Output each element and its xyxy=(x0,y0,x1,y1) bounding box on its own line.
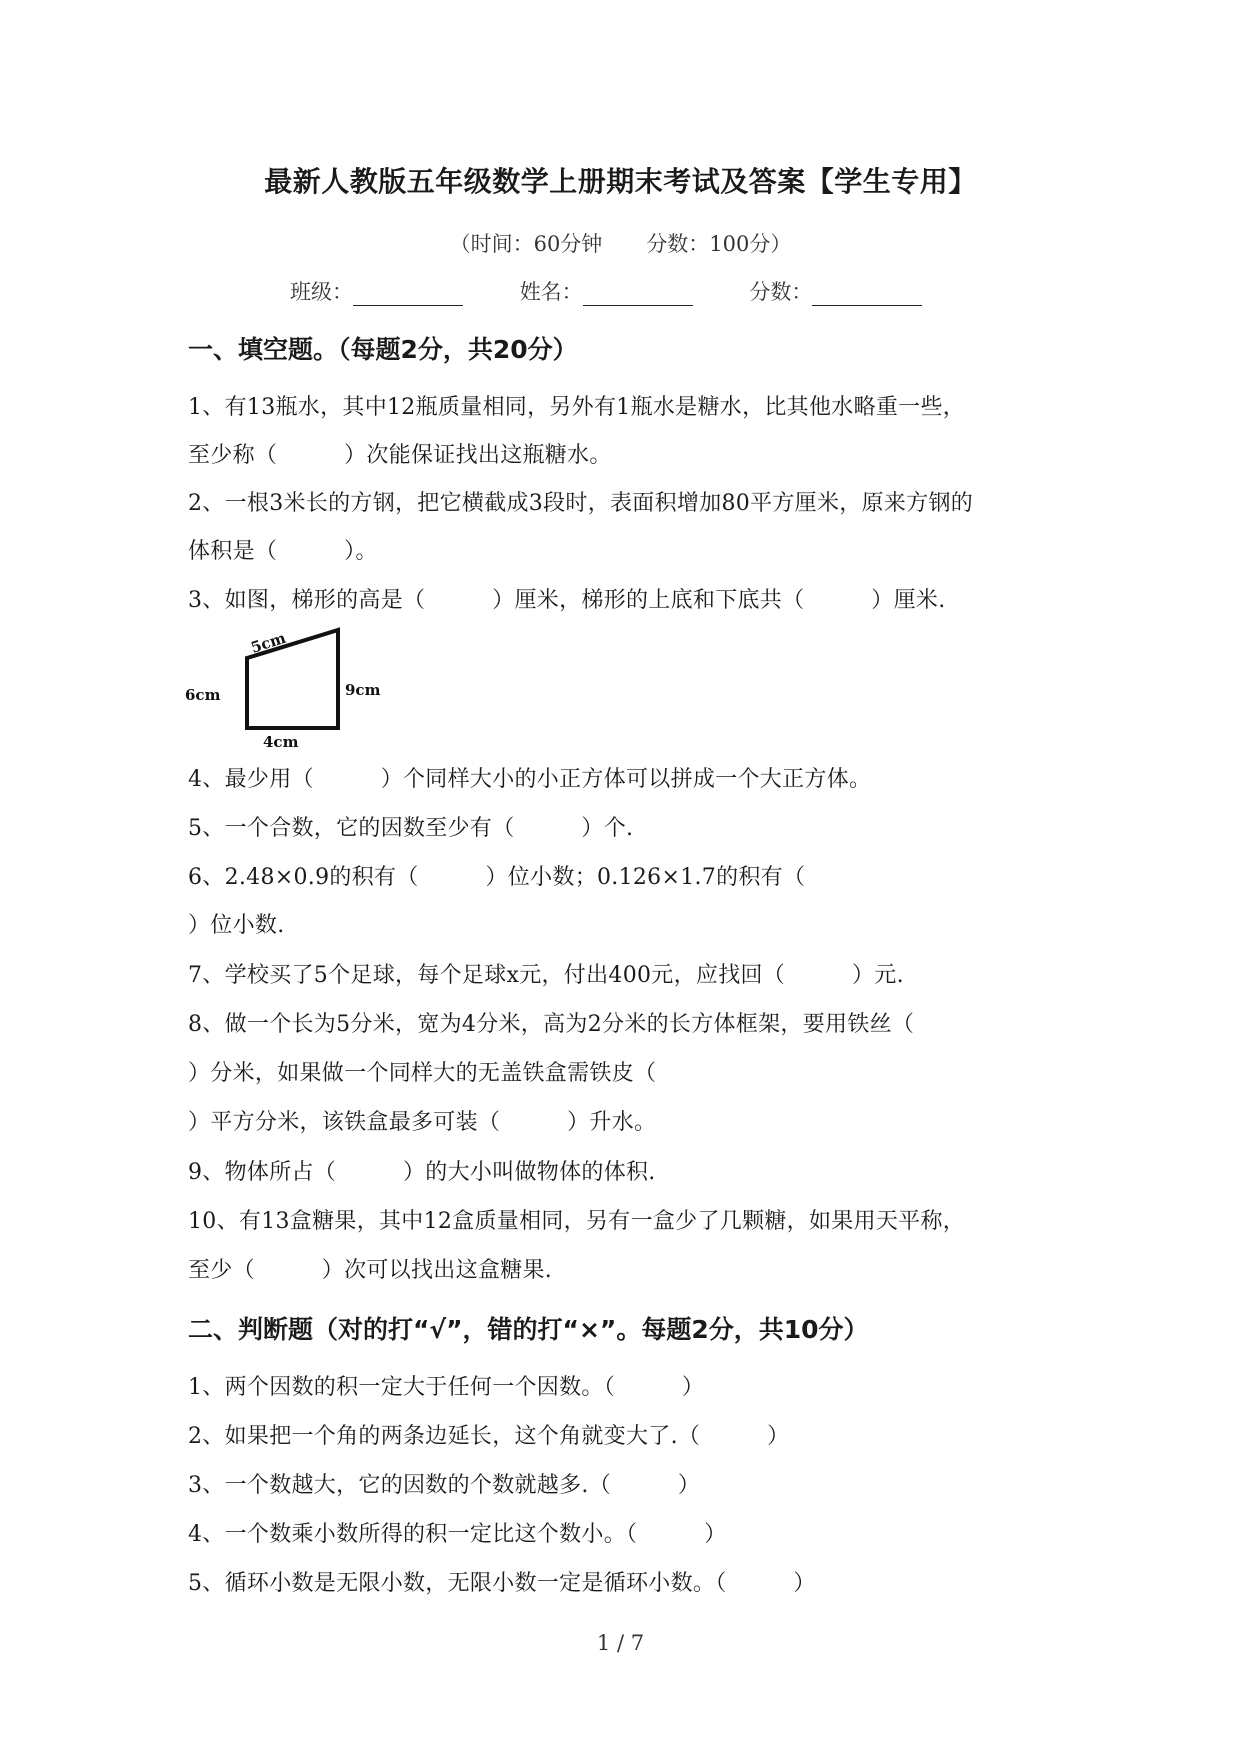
trapezoid-bottom-label: 4cm xyxy=(263,733,299,750)
section-heading-true-false: 二、判断题（对的打“√”，错的打“×”。每题2分，共10分） xyxy=(188,1315,869,1344)
question-line: 体积是（ ）。 xyxy=(188,539,378,564)
question-line: 3、如图，梯形的高是（ ）厘米，梯形的上底和下底共（ ）厘米. xyxy=(188,588,946,613)
question-line: 2、一根3米长的方钢，把它横截成3段时，表面积增加80平方厘米，原来方钢的 xyxy=(188,491,974,516)
question-line: 4、一个数乘小数所得的积一定比这个数小。（ ） xyxy=(188,1522,727,1547)
score-field xyxy=(749,276,922,306)
question-line: 3、一个数越大，它的因数的个数就越多.（ ） xyxy=(188,1473,701,1498)
exam-meta xyxy=(0,228,1241,258)
question-line: 1、两个因数的积一定大于任何一个因数。（ ） xyxy=(188,1375,705,1400)
question-line: 8、做一个长为5分米，宽为4分米，高为2分米的长方体框架，要用铁丝（ xyxy=(188,1012,915,1037)
question-line: 7、学校买了5个足球，每个足球x元，付出400元，应找回（ ）元. xyxy=(188,963,904,988)
class-label: 班级： xyxy=(290,280,353,304)
trapezoid-figure xyxy=(185,625,415,750)
score-blank[interactable] xyxy=(812,283,922,306)
question-line: 1、有13瓶水，其中12瓶质量相同，另外有1瓶水是糖水，比其他水略重一些， xyxy=(188,395,966,420)
page-number: 1 / 7 xyxy=(596,1631,645,1655)
name-label: 姓名： xyxy=(519,280,583,304)
question-line: 5、一个合数，它的因数至少有（ ）个. xyxy=(188,816,634,841)
page-title: 最新人教版五年级数学上册期末考试及答案【学生专用】 xyxy=(264,165,977,198)
trapezoid-right-label: 9cm xyxy=(345,681,381,699)
student-info-row xyxy=(290,276,972,306)
question-line: 至少（ ）次可以找出这盒糖果. xyxy=(188,1258,553,1283)
question-line: ）平方分米，该铁盒最多可装（ ）升水。 xyxy=(188,1110,657,1135)
question-line: ）分米，如果做一个同样大的无盖铁盒需铁皮（ xyxy=(188,1061,657,1086)
trapezoid-left-label: 6cm xyxy=(185,686,221,704)
question-line: 至少称（ ）次能保证找出这瓶糖水。 xyxy=(188,443,612,468)
name-blank[interactable] xyxy=(583,283,693,306)
question-line: 4、最少用（ ）个同样大小的小正方体可以拼成一个大正方体。 xyxy=(188,767,872,792)
class-blank[interactable] xyxy=(353,283,463,306)
section-heading-fill-in: 一、填空题。（每题2分，共20分） xyxy=(188,335,578,364)
question-line: 9、物体所占（ ）的大小叫做物体的体积. xyxy=(188,1160,656,1185)
question-line: 10、有13盒糖果，其中12盒质量相同，另有一盒少了几颗糖，如果用天平称， xyxy=(188,1209,966,1234)
trapezoid-top-label: 5cm xyxy=(248,628,288,657)
class-field xyxy=(290,276,463,306)
time-text: （时间：60分钟 xyxy=(449,232,603,256)
score-label: 分数： xyxy=(749,280,813,304)
question-line: 5、循环小数是无限小数，无限小数一定是循环小数。（ ） xyxy=(188,1571,816,1596)
question-line: 2、如果把一个角的两条边延长，这个角就变大了.（ ） xyxy=(188,1424,790,1449)
question-line: 6、2.48×0.9的积有（ ）位小数；0.126×1.7的积有（ xyxy=(188,865,806,890)
score-text: 分数：100分） xyxy=(646,232,792,256)
question-line: ）位小数. xyxy=(188,913,285,938)
name-field xyxy=(520,276,693,306)
